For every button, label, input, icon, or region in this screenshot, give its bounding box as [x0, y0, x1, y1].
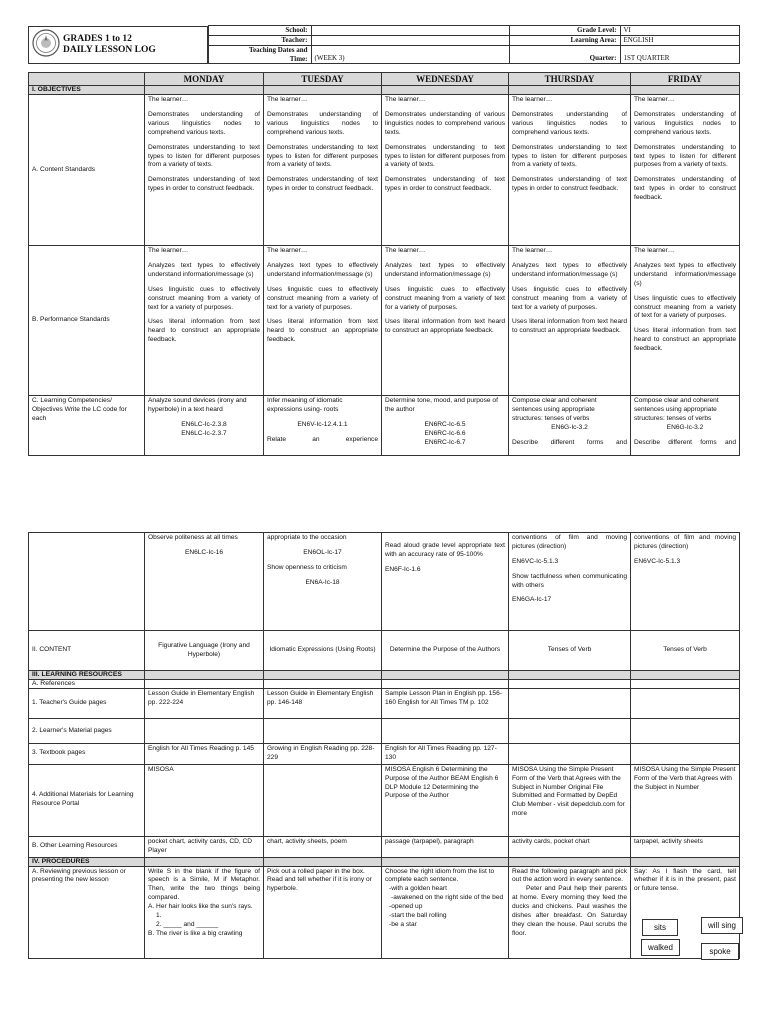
- teachers-guide-mon: Lesson Guide in Elementary English pp. 222-224: [145, 689, 264, 719]
- textbook-wed: English for All Times Reading pp. 127-130: [382, 744, 509, 765]
- content-wed: Determine the Purpose of the Authors: [382, 631, 509, 671]
- competencies-label: C. Learning Competencies/ Objectives Write the LC code for each: [29, 396, 145, 456]
- reviewing-fri: Say: As I flash the card, tell whether if it is in the present, past or future tense.: [631, 866, 740, 958]
- corner-cell: [29, 73, 145, 86]
- teachers-guide-tue: Lesson Guide in Elementary English pp. 146-148: [264, 689, 382, 719]
- textbook-fri: [631, 744, 740, 765]
- title-block: [28, 26, 208, 64]
- reviewing-tue: Pick out a rolled paper in the box. Read and tell whether if it is irony or hyperbole.: [264, 866, 382, 958]
- competencies-thu-p1: Compose clear and coherent sentences using appropriate structures: tenses of verbs EN6G-Ic-3.2 Describe different forms and: [509, 396, 631, 456]
- content-standards-label: A. Content Standards: [29, 95, 145, 246]
- day-tuesday: TUESDAY: [264, 73, 382, 86]
- grade-level-value[interactable]: VI: [620, 26, 739, 36]
- quarter-label: Quarter:: [509, 46, 620, 64]
- lesson-log-page-2: [28, 532, 739, 977]
- performance-standards-label: B. Performance Standards: [29, 246, 145, 396]
- title-grades: GRADES 1 to 12: [63, 33, 132, 44]
- teacher-value[interactable]: [311, 36, 509, 46]
- other-resources-mon: pocket chart, activity cards, CD, CD Player: [145, 836, 264, 857]
- content-standards-fri: The learner… Demonstrates understanding of various linguistics nodes to comprehend various texts. Demonstrates understanding to text types to listen for different purposes from a variety of texts. Demonstrates understanding of text types in order to construct feedback.: [631, 95, 740, 246]
- learners-material-label: 2. Learner's Material pages: [29, 719, 145, 744]
- performance-standards-thu: The learner… Analyzes text types to effectively understand information/message (s) Uses linguistic cues to effectively construct meaning from a variety of text for a variety of purposes. Uses literal information from text heard to construct an appropriate feedback.: [509, 246, 631, 396]
- competencies-wed-p1: Determine tone, mood, and purpose of the author EN6RC-Ic-6.5 EN6RC-Ic-6.6 EN6RC-Ic-6.7: [382, 396, 509, 456]
- competencies-tue-p2: appropriate to the occasion EN6OL-Ic-17 Show openness to criticism EN6A-Ic-18: [264, 533, 382, 631]
- additional-materials-mon: MISOSA: [145, 764, 264, 836]
- competencies-mon-p2: Observe politeness at all times EN6LC-Ic-16: [145, 533, 264, 631]
- competencies-thu-p2: conventions of film and moving pictures (direction) EN6VC-Ic-5.1.3 Show tactfulness when communicating with others EN6GA-Ic-17: [509, 533, 631, 631]
- other-resources-thu: activity cards, pocket chart: [509, 836, 631, 857]
- performance-standards-tue: The learner… Analyzes text types to effectively understand information/message (s) Uses linguistic cues to effectively construct meaning from a variety of text for a variety of purposes. Uses literal information from text heard to construct an appropriate feedback.: [264, 246, 382, 396]
- content-standards-tue: The learner… Demonstrates understanding of various linguistics nodes to comprehend various texts. Demonstrates understanding to text types to listen for different purposes from a variety of texts. Demonstrates understanding of text types in order to construct feedback.: [264, 95, 382, 246]
- other-resources-fri: tarpapel, activity sheets: [631, 836, 740, 857]
- learning-area-value[interactable]: ENGLISH: [620, 36, 739, 46]
- content-standards-thu: The learner… Demonstrates understanding of various linguistics nodes to comprehend various texts. Demonstrates understanding to text types to listen for different purposes from a variety of texts. Demonstrates understanding of text types in order to construct feedback.: [509, 95, 631, 246]
- day-wednesday: WEDNESDAY: [382, 73, 509, 86]
- procedures-section: IV. PROCEDURES: [29, 857, 145, 866]
- teaching-dates-label: Teaching Dates and Time:: [208, 46, 311, 64]
- competencies-fri-p1: Compose clear and coherent sentences using appropriate structures: tenses of verbs EN6G-Ic-3.2 Describe different forms and: [631, 396, 740, 456]
- performance-standards-wed: The learner… Analyzes text types to effectively understand information/message (s) Uses linguistic cues to effectively construct meaning from a variety of text for a variety of purposes. Uses literal information from text heard to construct an appropriate feedback.: [382, 246, 509, 396]
- competencies-mon-p1: Analyze sound devices (irony and hyperbole) in a text heard EN6LC-Ic-2.3.8 EN6LC-Ic-2.3.7: [145, 396, 264, 456]
- content-mon: Figurative Language (Irony and Hyperbole): [145, 631, 264, 671]
- teachers-guide-thu: [509, 689, 631, 719]
- objectives-section: I. OBJECTIVES: [29, 86, 145, 95]
- resources-procedures-table: [28, 532, 740, 959]
- flash-card-walked: walked: [641, 939, 680, 956]
- other-resources-label: B. Other Learning Resources: [29, 836, 145, 857]
- flash-card-spoke: spoke: [701, 943, 739, 960]
- grade-level-label: Grade Level:: [509, 26, 620, 36]
- textbook-mon: English for All Times Reading p. 145: [145, 744, 264, 765]
- textbook-label: 3. Textbook pages: [29, 744, 145, 765]
- school-label: School:: [208, 26, 311, 36]
- reviewing-thu: Read the following paragraph and pick out the action word in every sentence. Peter and Paul help their parents at home. Every morning they feed the ducks and chickens. Paul washes the dishes after breakfast. On Saturday they clean the house. Paul scrubs the floor.: [509, 866, 631, 958]
- teachers-guide-label: 1. Teacher's Guide pages: [29, 689, 145, 719]
- additional-materials-thu: MISOSA Using the Simple Present Form of the Verb that Agrees with the Subject in Number Original File Submitted and Formatted by DepEd Club Member - visit depedclub.com for more: [509, 764, 631, 836]
- competencies-wed-p2: Read aloud grade level appropriate text with an accuracy rate of 95-100% EN6F-Ic-1.6: [382, 533, 509, 631]
- teachers-guide-fri: [631, 689, 740, 719]
- day-friday: FRIDAY: [631, 73, 740, 86]
- day-monday: MONDAY: [145, 73, 264, 86]
- competencies-fri-p2: conventions of film and moving pictures (direction) EN6VC-Ic-5.1.3: [631, 533, 740, 631]
- quarter-value[interactable]: 1ST QUARTER: [620, 46, 739, 64]
- school-value[interactable]: [311, 26, 509, 36]
- other-resources-wed: passage (tarpapel), paragraph: [382, 836, 509, 857]
- objectives-table: [28, 72, 740, 456]
- flash-card-sits: sits: [642, 919, 678, 936]
- content-standards-wed: The learner… Demonstrates understanding of various linguistics nodes to comprehend various texts. Demonstrates understanding to text types to listen for different purposes from a variety of texts. Demonstrates understanding of text types in order to construct feedback.: [382, 95, 509, 246]
- reviewing-wed: Choose the right idiom from the list to complete each sentence. -with a golden heart -awakened on the right side of the bed -opened up -start the ball rolling -be a star: [382, 866, 509, 958]
- textbook-tue: Growing in English Reading pp. 228-229: [264, 744, 382, 765]
- performance-standards-fri: The learner… Analyzes text types to effectively understand information/message (s) Uses linguistic cues to effectively construct meaning from a variety of text for a variety of purposes. Uses literal information from text heard to construct an appropriate feedback.: [631, 246, 740, 396]
- teacher-label: Teacher:: [208, 36, 311, 46]
- learning-area-label: Learning Area:: [509, 36, 620, 46]
- other-resources-tue: chart, activity sheets, poem: [264, 836, 382, 857]
- teachers-guide-wed: Sample Lesson Plan in English pp. 156-160 English for All Times TM p. 102: [382, 689, 509, 719]
- title-dll: DAILY LESSON LOG: [63, 45, 156, 56]
- performance-standards-mon: The learner… Analyzes text types to effectively understand information/message (s) Uses linguistic cues to effectively construct meaning from a variety of text for a variety of purposes. Uses literal information from text heard to construct an appropriate feedback.: [145, 246, 264, 396]
- competencies-label-cont: [29, 533, 145, 631]
- day-thursday: THURSDAY: [509, 73, 631, 86]
- references-label: A. References: [29, 680, 145, 689]
- teaching-dates-value[interactable]: (WEEK 3): [311, 46, 509, 64]
- additional-materials-fri: MISOSA Using the Simple Present Form of the Verb that Agrees with the Subject in Number: [631, 764, 740, 836]
- flash-card-will-sing: will sing: [701, 917, 743, 934]
- content-label: II. CONTENT: [29, 631, 145, 671]
- reviewing-lesson-label: A. Reviewing previous lesson or presenting the new lesson: [29, 866, 145, 958]
- content-thu: Tenses of Verb: [509, 631, 631, 671]
- textbook-thu: [509, 744, 631, 765]
- additional-materials-wed: MISOSA English 6 Determining the Purpose of the Author BEAM English 6 DLP Module 12 Determining the Purpose of the Author: [382, 764, 509, 836]
- additional-materials-tue: [264, 764, 382, 836]
- lesson-log-page-1: [28, 25, 739, 465]
- content-standards-mon: The learner… Demonstrates understanding of various linguistics nodes to comprehend various texts. Demonstrates understanding to text types to listen for different purposes from a variety of texts. Demonstrates understanding of text types in order to construct feedback.: [145, 95, 264, 246]
- competencies-tue-p1: Infer meaning of idiomatic expressions using- roots EN6V-Ic-12.4.1.1 Relate an experience: [264, 396, 382, 456]
- additional-materials-label: 4. Additional Materials for Learning Resource Portal: [29, 764, 145, 836]
- header-table: [28, 25, 740, 64]
- content-fri: Tenses of Verb: [631, 631, 740, 671]
- resources-section: III. LEARNING RESOURCES: [29, 671, 145, 680]
- reviewing-mon: Write S in the blank if the figure of speech is a Simile, M if Metaphor. Then, write the two things being compared. A. Her hair looks like the sun's rays. 1. 2. _____ and ______ B. The river is like a big crawling: [145, 866, 264, 958]
- deped-seal-icon: [32, 29, 60, 57]
- content-tue: Idiomatic Expressions (Using Roots): [264, 631, 382, 671]
